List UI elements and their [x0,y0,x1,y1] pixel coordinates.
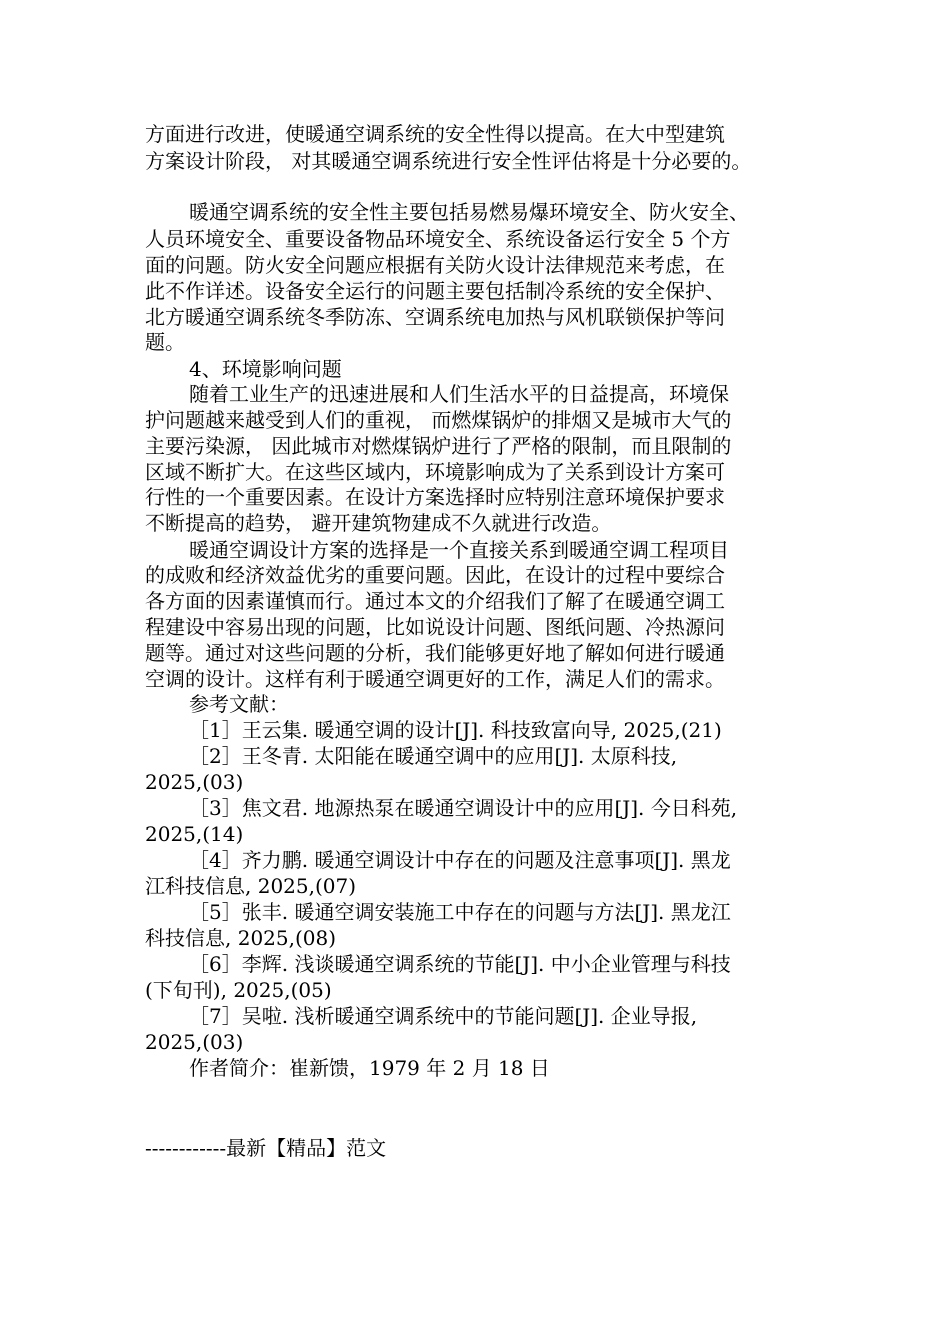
reference-item: ［3］焦文君. 地源热泵在暖通空调设计中的应用[J]. 今日科苑, [189,796,738,820]
reference-item-cont: 2025,(03) [145,1030,244,1054]
text-line: 的成败和经济效益优劣的重要问题。因此，在设计的过程中要综合 [145,563,725,587]
text-line: 方案设计阶段， 对其暖通空调系统进行安全性评估将是十分必要的。 [145,149,752,173]
author-bio: 作者简介：崔新馈，1979 年 2 月 18 日 [189,1056,550,1080]
text-line: 方面进行改进，使暖通空调系统的安全性得以提高。在大中型建筑 [145,122,725,146]
reference-item: ［2］王冬青. 太阳能在暖通空调中的应用[J]. 太原科技, [189,744,678,768]
text-line: 人员环境安全、重要设备物品环境安全、系统设备运行安全 5 个方 [145,227,731,251]
text-line: 不断提高的趋势， 避开建筑物建成不久就进行改造。 [145,511,612,535]
text-line: 题。 [145,330,185,354]
text-line: 此不作详述。设备安全运行的问题主要包括制冷系统的安全保护、 [145,279,725,303]
reference-item: ［1］王云集. 暖通空调的设计[J]. 科技致富向导, 2025,(21) [189,718,722,742]
references-heading: 参考文献： [189,692,289,716]
reference-item-cont: 科技信息, 2025,(08) [145,926,337,950]
text-line: 暖通空调系统的安全性主要包括易燃易爆环境安全、防火安全、 [189,200,749,224]
text-line: 程建设中容易出现的问题，比如说设计问题、图纸问题、冷热源问 [145,615,725,639]
text-line: 护问题越来越受到人们的重视， 而燃煤锅炉的排烟又是城市大气的 [145,408,732,432]
text-line: 区域不断扩大。在这些区域内，环境影响成为了关系到设计方案可 [145,460,725,484]
text-line: 随着工业生产的迅速进展和人们生活水平的日益提高，环境保 [189,382,729,406]
text-line: 暖通空调设计方案的选择是一个直接关系到暖通空调工程项目 [189,538,729,562]
reference-item: ［5］张丰. 暖通空调安装施工中存在的问题与方法[J]. 黑龙江 [189,900,731,924]
reference-item: ［6］李辉. 浅谈暖通空调系统的节能[J]. 中小企业管理与科技 [189,952,731,976]
reference-item: ［4］齐力鹏. 暖通空调设计中存在的问题及注意事项[J]. 黑龙 [189,848,731,872]
text-line: 北方暖通空调系统冬季防冻、空调系统电加热与风机联锁保护等问 [145,305,725,329]
reference-item-cont: 江科技信息, 2025,(07) [145,874,357,898]
text-line: 行性的一个重要因素。在设计方案选择时应特别注意环境保护要求 [145,485,725,509]
text-line: 题等。通过对这些问题的分析，我们能够更好地了解如何进行暖通 [145,641,725,665]
text-line: 空调的设计。这样有利于暖通空调更好的工作，满足人们的需求。 [145,667,725,691]
footer-text: ------------最新【精品】范文 [145,1136,387,1160]
text-line: 各方面的因素谨慎而行。通过本文的介绍我们了解了在暖通空调工 [145,589,725,613]
reference-item-cont: (下旬刊), 2025,(05) [145,978,332,1002]
text-line: 主要污染源， 因此城市对燃煤锅炉进行了严格的限制，而且限制的 [145,434,732,458]
reference-item-cont: 2025,(03) [145,770,244,794]
section-heading: 4、环境影响问题 [189,357,342,381]
text-line: 面的问题。防火安全问题应根据有关防火设计法律规范来考虑，在 [145,253,725,277]
reference-item-cont: 2025,(14) [145,822,244,846]
reference-item: ［7］吴啦. 浅析暖通空调系统中的节能问题[J]. 企业导报, [189,1004,698,1028]
